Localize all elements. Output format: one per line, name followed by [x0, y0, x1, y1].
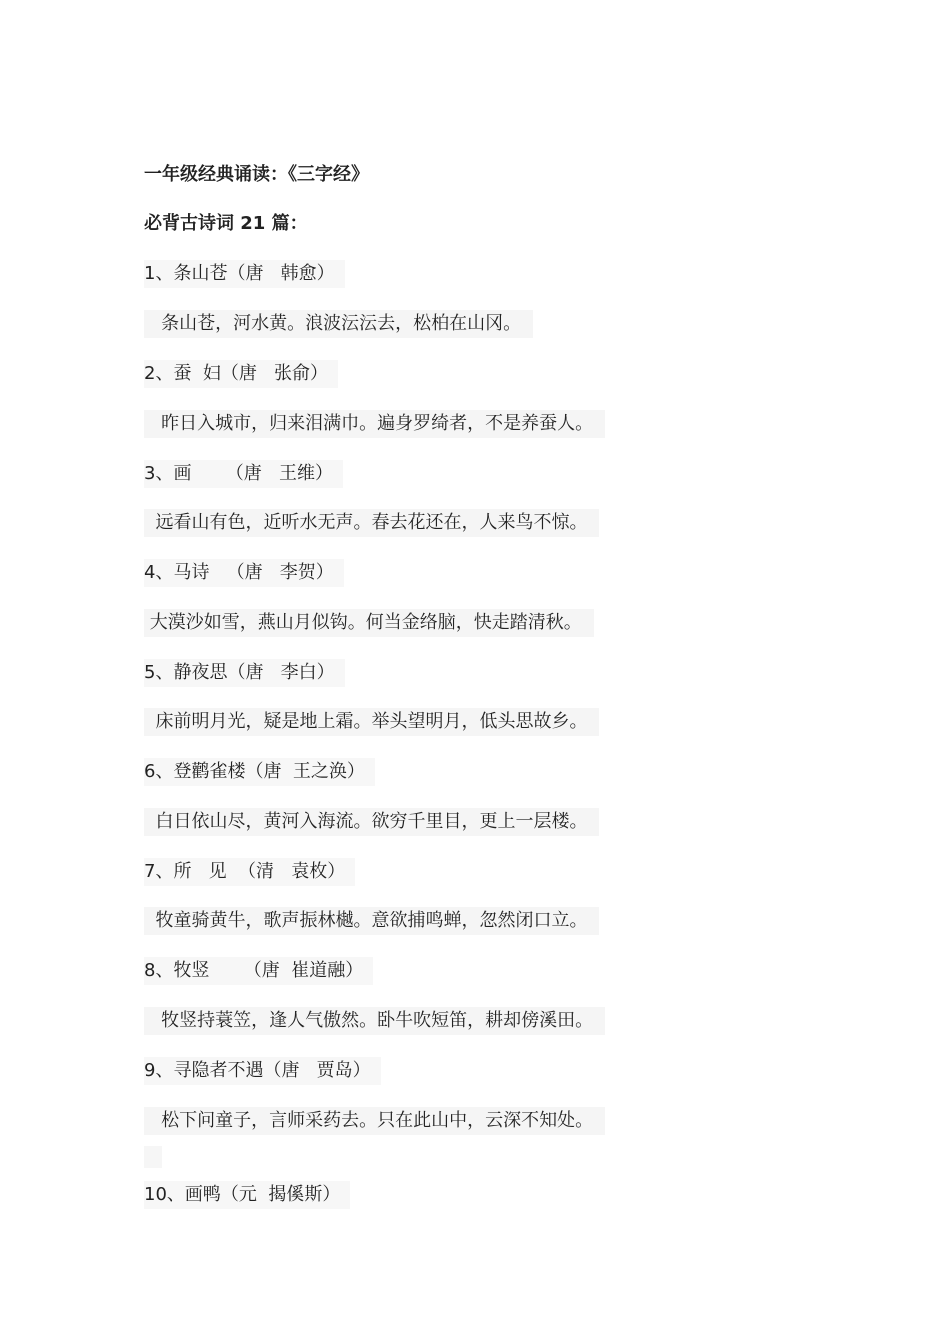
poem-text: 远看山有色，近听水无声。春去花还在，人来鸟不惊。	[144, 509, 599, 537]
poem-text: 牧竖持蓑笠，逢人气傲然。卧牛吹短笛，耕却傍溪田。	[144, 1007, 605, 1035]
poem-title: 9、寻隐者不遇（唐 贾岛）	[144, 1057, 381, 1085]
poem-title: 10、画鸭（元 揭傒斯）	[144, 1181, 350, 1209]
poem-text: 条山苍，河水黄。浪波沄沄去，松柏在山冈。	[144, 310, 533, 338]
document-subheading: 必背古诗词 21 篇：	[144, 213, 308, 234]
poem-title: 1、条山苍（唐 韩愈）	[144, 260, 345, 288]
poem-text: 昨日入城市，归来泪满巾。遍身罗绮者，不是养蚕人。	[144, 410, 605, 438]
poem-title: 8、牧竖 （唐 崔道融）	[144, 957, 373, 985]
poem-text: 松下问童子，言师采药去。只在此山中，云深不知处。	[144, 1107, 605, 1135]
poem-text: 白日依山尽，黄河入海流。欲穷千里目，更上一层楼。	[144, 808, 599, 836]
poem-text: 牧童骑黄牛，歌声振林樾。意欲捕鸣蝉，忽然闭口立。	[144, 907, 599, 935]
poem-title: 7、所 见 （清 袁枚）	[144, 858, 355, 886]
poem-title: 3、画 （唐 王维）	[144, 460, 343, 488]
poem-title: 5、静夜思（唐 李白）	[144, 659, 345, 687]
document-heading: 一年级经典诵读：《三字经》	[144, 164, 369, 185]
empty-line-highlight	[144, 1146, 162, 1168]
poem-text: 大漠沙如雪，燕山月似钩。何当金络脑，快走踏清秋。	[144, 609, 594, 637]
poem-title: 4、马诗 （唐 李贺）	[144, 559, 344, 587]
poem-text: 床前明月光，疑是地上霜。举头望明月，低头思故乡。	[144, 708, 599, 736]
poem-title: 6、登鹳雀楼（唐 王之涣）	[144, 758, 375, 786]
poem-title: 2、蚕 妇（唐 张俞）	[144, 360, 338, 388]
